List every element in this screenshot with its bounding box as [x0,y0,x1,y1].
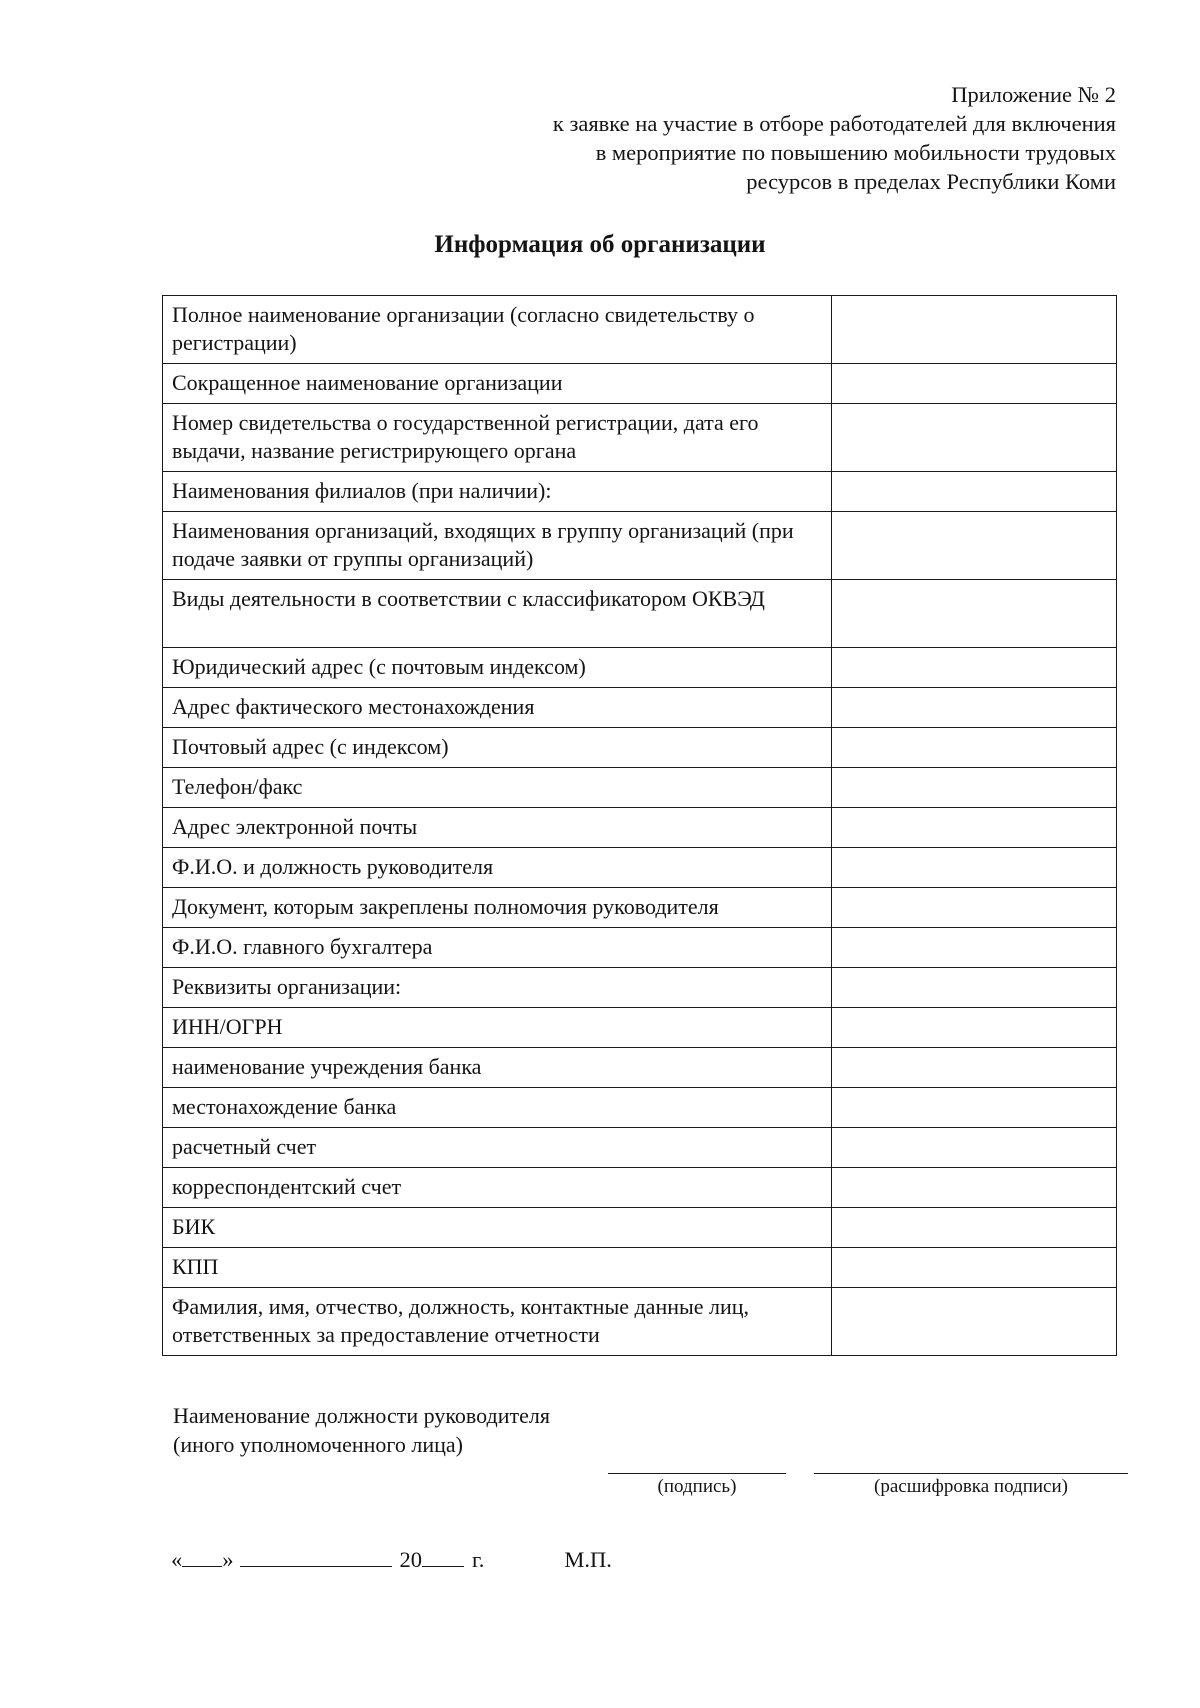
table-row [163,1088,1117,1128]
row-value-field[interactable] [832,848,1117,888]
row-label: Юридический адрес (с почтовым индексом) [163,648,832,688]
row-label: Сокращенное наименование организации [163,364,832,404]
row-label: БИК [163,1208,832,1248]
signatory-position-line-2: (иного уполномоченного лица) [173,1432,463,1457]
row-label: Ф.И.О. и должность руководителя [163,848,832,888]
table-row [163,512,1117,580]
table-row [163,728,1117,768]
table-row [163,928,1117,968]
row-label: Полное наименование организации (согласно свидетельству о регистрации) [163,296,832,364]
row-value-field[interactable] [832,364,1117,404]
row-value-field[interactable] [832,648,1117,688]
row-label: наименование учреждения банка [163,1048,832,1088]
stamp-place-label: М.П. [564,1547,612,1572]
row-value-field[interactable] [832,1168,1117,1208]
table-row [163,404,1117,472]
row-label: КПП [163,1248,832,1288]
row-label: Реквизиты организации: [163,968,832,1008]
row-value-field[interactable] [832,404,1117,472]
document-title: Информация об организации [434,231,766,258]
appendix-line-2: к заявке на участие в отборе работодателей для включения [552,111,1116,136]
row-label: Фамилия, имя, отчество, должность, контактные данные лиц, ответственных за предоставление отчетности [163,1288,832,1356]
row-value-field[interactable] [832,968,1117,1008]
row-value-field[interactable] [832,296,1117,364]
row-value-field[interactable] [832,888,1117,928]
row-value-field[interactable] [832,1248,1117,1288]
table-row [163,580,1117,648]
row-value-field[interactable] [832,580,1117,648]
row-value-field[interactable] [832,688,1117,728]
table-row [163,848,1117,888]
month-blank[interactable] [240,1544,392,1567]
row-value-field[interactable] [832,472,1117,512]
row-value-field[interactable] [832,808,1117,848]
open-quote: « [171,1547,183,1572]
row-value-field[interactable] [832,512,1117,580]
table-row [163,1208,1117,1248]
date-line [171,1544,612,1575]
row-label: Номер свидетельства о государственной регистрации, дата его выдачи, название регистрирующего органа [163,404,832,472]
row-label: Документ, которым закреплены полномочия руководителя [163,888,832,928]
row-label: ИНН/ОГРН [163,1008,832,1048]
row-value-field[interactable] [832,1008,1117,1048]
year-suffix: г. [472,1547,485,1572]
row-label: Почтовый адрес (с индексом) [163,728,832,768]
table-row [163,888,1117,928]
row-value-field[interactable] [832,1048,1117,1088]
row-value-field[interactable] [832,1128,1117,1168]
row-label: Телефон/факс [163,768,832,808]
table-row [163,648,1117,688]
appendix-line-3: в мероприятие по повышению мобильности трудовых [595,140,1116,165]
table-row [163,1048,1117,1088]
row-value-field[interactable] [832,1288,1117,1356]
table-row [163,364,1117,404]
table-row [163,1288,1117,1356]
row-label: Наименования организаций, входящих в группу организаций (при подаче заявки от группы организаций) [163,512,832,580]
signature-decode-line[interactable] [814,1473,1128,1474]
close-quote: » [222,1547,234,1572]
signature-line[interactable] [608,1473,786,1474]
table-row [163,1168,1117,1208]
row-label: Адрес фактического местонахождения [163,688,832,728]
signature-decode-caption: (расшифровка подписи) [874,1476,1068,1497]
row-value-field[interactable] [832,1208,1117,1248]
signatory-position-label [173,1401,550,1459]
row-label: Наименования филиалов (при наличии): [163,472,832,512]
row-value-field[interactable] [832,1088,1117,1128]
row-label: Виды деятельности в соответствии с классификатором ОКВЭД [163,580,832,648]
row-value-field[interactable] [832,768,1117,808]
row-label: местонахождение банка [163,1088,832,1128]
appendix-line-1: Приложение № 2 [951,82,1116,107]
table-row [163,688,1117,728]
table-row [163,968,1117,1008]
row-label: корреспондентский счет [163,1168,832,1208]
year-prefix: 20 [399,1547,422,1572]
table-row [163,808,1117,848]
day-blank[interactable] [182,1544,222,1567]
row-value-field[interactable] [832,928,1117,968]
signature-caption: (подпись) [657,1476,737,1497]
table-row [163,1248,1117,1288]
organization-info-table [162,295,1117,1356]
table-row [163,1008,1117,1048]
appendix-line-4: ресурсов в пределах Республики Коми [746,169,1116,194]
row-label: Ф.И.О. главного бухгалтера [163,928,832,968]
row-label: расчетный счет [163,1128,832,1168]
row-value-field[interactable] [832,728,1117,768]
table-row [163,296,1117,364]
table-row [163,768,1117,808]
table-row [163,472,1117,512]
row-label: Адрес электронной почты [163,808,832,848]
table-row [163,1128,1117,1168]
signatory-position-line-1: Наименование должности руководителя [173,1403,550,1428]
appendix-header [553,80,1116,196]
year-blank[interactable] [422,1544,464,1567]
